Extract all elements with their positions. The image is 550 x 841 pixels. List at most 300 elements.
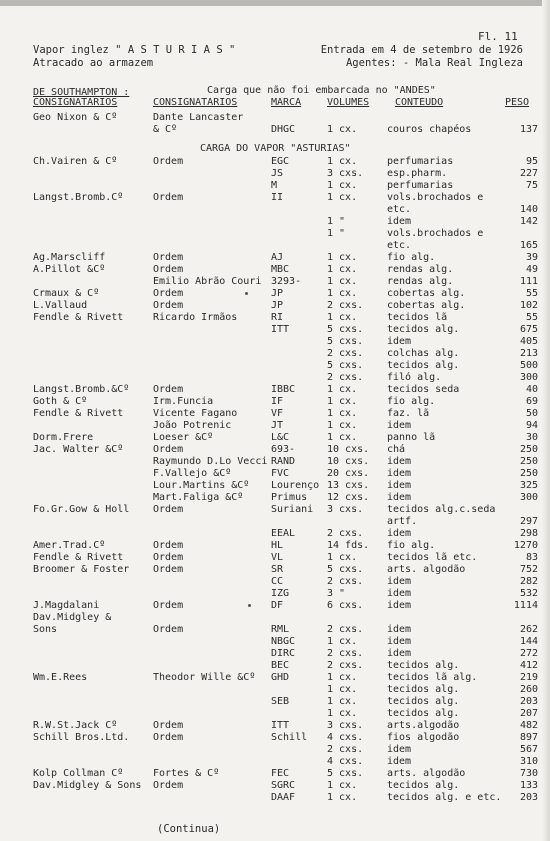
contents-cell: tecidos alg.: [387, 708, 460, 719]
table-row: [0, 492, 550, 504]
mark-cell: IBBC: [271, 384, 296, 395]
contents-cell: idem: [387, 648, 412, 659]
contents-cell: arts. algodão: [387, 564, 466, 575]
volumes-cell: 1 cx.: [327, 672, 358, 683]
table-row: [0, 180, 550, 192]
mark-cell: DHGC: [271, 124, 296, 135]
consignor-cell: Ricardo Irmãos: [153, 312, 238, 323]
contents-cell: idem: [387, 600, 412, 611]
volumes-cell: 1 ": [327, 228, 346, 239]
mark-cell: ITT: [271, 720, 290, 731]
weight-cell: 219: [519, 672, 538, 683]
table-row: [0, 624, 550, 636]
contents-cell: tecidos alg.: [387, 780, 460, 791]
volumes-cell: 10 cxs.: [327, 456, 370, 467]
weight-cell: 140: [519, 204, 538, 215]
mark-cell: II: [271, 192, 284, 203]
table-row: [0, 732, 550, 744]
consignor-cell: Ordem: [153, 192, 184, 203]
volumes-cell: 1 cx.: [327, 552, 358, 563]
table-row: [0, 456, 550, 468]
contents-cell: tecidos seda: [387, 384, 460, 395]
contents-cell: idem: [387, 636, 412, 647]
contents-cell: tecidos alg.: [387, 696, 460, 707]
contents-cell: tecidos alg.: [387, 660, 460, 671]
table-row: [0, 408, 550, 420]
weight-cell: 532: [519, 588, 538, 599]
contents-cell: artf.: [387, 516, 418, 527]
table-row: [0, 708, 550, 720]
contents-cell: idem: [387, 528, 412, 539]
volumes-cell: 1 cx.: [327, 420, 358, 431]
mark-cell: DAAF: [271, 792, 296, 803]
table-row: [0, 312, 550, 324]
berth: Atracado ao armazem: [33, 57, 154, 69]
consignee-cell: Langst.Bromb.&Cº: [33, 384, 130, 395]
table-row: [0, 744, 550, 756]
volumes-cell: 1 ": [327, 216, 346, 227]
contents-cell: arts. algodão: [387, 768, 466, 779]
table-row: [0, 300, 550, 312]
weight-cell: 50: [525, 408, 538, 419]
mark-cell: FEC: [271, 768, 290, 779]
weight-cell: 137: [519, 124, 538, 135]
table-row: [0, 672, 550, 684]
volumes-cell: 2 cxs.: [327, 576, 364, 587]
weight-cell: 405: [519, 336, 538, 347]
volumes-cell: 20 cxs.: [327, 468, 370, 479]
table-row: [0, 252, 550, 264]
weight-cell: 75: [525, 180, 538, 191]
continued-note: (Continua): [157, 823, 221, 835]
volumes-cell: 3 cxs.: [327, 504, 364, 515]
table-row: [0, 756, 550, 768]
table-row: [0, 276, 550, 288]
contents-cell: tecidos alg.c.seda: [387, 504, 496, 515]
table-row: [0, 516, 550, 528]
consignor-cell: Ordem: [153, 624, 184, 635]
volumes-cell: 1 cx.: [327, 192, 358, 203]
mark-cell: 3293-: [271, 276, 302, 287]
consignee-cell: Dorm.Frere: [33, 432, 94, 443]
weight-cell: 730: [519, 768, 538, 779]
table-row: [0, 660, 550, 672]
table-row: [0, 684, 550, 696]
contents-cell: idem: [387, 744, 412, 755]
consignor-cell: Raymundo D.Lo Vecci: [153, 456, 268, 467]
weight-cell: 482: [519, 720, 538, 731]
mark-cell: RML: [271, 624, 290, 635]
table-row: [0, 372, 550, 384]
weight-cell: 142: [519, 216, 538, 227]
contents-cell: tecidos lã etc.: [387, 552, 478, 563]
contents-cell: cobertas alg.: [387, 288, 466, 299]
volumes-cell: 1 cx.: [327, 432, 358, 443]
origin-label: DE SOUTHAMPTON :: [33, 87, 130, 98]
weight-cell: 95: [525, 156, 538, 167]
contents-cell: faz. lã: [387, 408, 430, 419]
volumes-cell: 3 cxs.: [327, 168, 364, 179]
table-row: [0, 792, 550, 804]
volumes-cell: 1 cx.: [327, 780, 358, 791]
table-row: [0, 576, 550, 588]
header-volumes: VOLUMES: [327, 97, 370, 108]
consignee-cell: L.Vallaud: [33, 300, 88, 311]
consignor-cell: Ordem: [153, 780, 184, 791]
weight-cell: 260: [519, 684, 538, 695]
volumes-cell: 1 cx.: [327, 288, 358, 299]
consignor-cell: Ordem: [153, 540, 184, 551]
consignee-cell: Kolp Collman Cº: [33, 768, 124, 779]
mark-cell: 693-: [271, 444, 296, 455]
header-consignor: CONSIGNATARIOS: [153, 97, 238, 108]
section-title-asturias: CARGA DO VAPOR "ASTURIAS": [200, 143, 351, 154]
consignor-cell: Ordem: [153, 444, 184, 455]
volumes-cell: 5 cxs.: [327, 564, 364, 575]
consignee-cell: J.Magdalani: [33, 600, 100, 611]
weight-cell: 111: [519, 276, 538, 287]
mark-cell: FVC: [271, 468, 290, 479]
mark-cell: RAND: [271, 456, 296, 467]
weight-cell: 752: [519, 564, 538, 575]
mark-cell: M: [271, 180, 278, 191]
weight-cell: 310: [519, 756, 538, 767]
table-row: [0, 612, 550, 624]
volumes-cell: 1 cx.: [327, 396, 358, 407]
weight-cell: 1114: [513, 600, 538, 611]
contents-cell: idem: [387, 216, 412, 227]
weight-cell: 282: [519, 576, 538, 587]
volumes-cell: 2 cxs.: [327, 648, 364, 659]
consignor-cell: Fortes & Cº: [153, 768, 220, 779]
header-line-2: [33, 57, 523, 70]
volumes-cell: 1 cx.: [327, 252, 358, 263]
contents-cell: tecidos lã: [387, 312, 448, 323]
volumes-cell: 1 cx.: [327, 408, 358, 419]
table-row: [0, 480, 550, 492]
weight-cell: 69: [525, 396, 538, 407]
weight-cell: 262: [519, 624, 538, 635]
contents-cell: fio alg.: [387, 252, 436, 263]
consignee-cell: Fendle & Rivett: [33, 312, 124, 323]
volumes-cell: 1 cx.: [327, 276, 358, 287]
consignee-cell: Fo.Gr.Gow & Holl: [33, 504, 130, 515]
contents-cell: tecidos alg. e etc.: [387, 792, 502, 803]
volumes-cell: 4 cxs.: [327, 732, 364, 743]
table-row: [0, 432, 550, 444]
contents-cell: idem: [387, 336, 412, 347]
weight-cell: 298: [519, 528, 538, 539]
consignee-cell: Geo Nixon & Cº: [33, 112, 118, 123]
mark-cell: IF: [271, 396, 284, 407]
mark-cell: EGC: [271, 156, 290, 167]
consignor-cell: Ordem: [153, 156, 184, 167]
consignor-cell: Vicente Fagano: [153, 408, 238, 419]
mark-cell: SEB: [271, 696, 290, 707]
weight-cell: 165: [519, 240, 538, 251]
table-row: [0, 288, 550, 300]
contents-cell: fio alg.: [387, 396, 436, 407]
mark-cell: GHD: [271, 672, 290, 683]
volumes-cell: 3 ": [327, 588, 346, 599]
column-headers: [0, 87, 550, 113]
volumes-cell: 2 cxs.: [327, 348, 364, 359]
volumes-cell: 3 cxs.: [327, 720, 364, 731]
weight-cell: 94: [525, 420, 538, 431]
weight-cell: 1270: [513, 540, 538, 551]
table-row: [0, 720, 550, 732]
volumes-cell: 1 cx.: [327, 156, 358, 167]
consignee-cell: Fendle & Rivett: [33, 408, 124, 419]
vessel-name: Vapor inglez " A S T U R I A S ": [33, 44, 236, 56]
volumes-cell: 1 cx.: [327, 124, 358, 135]
consignor-cell: Ordem: [153, 732, 184, 743]
header-marks: MARCA: [271, 97, 302, 108]
table-row: [0, 168, 550, 180]
mark-cell: JS: [271, 168, 284, 179]
volumes-cell: 2 cxs.: [327, 660, 364, 671]
consignee-cell: Sons: [33, 624, 58, 635]
volumes-cell: 1 cx.: [327, 180, 358, 191]
table-row: [0, 528, 550, 540]
contents-cell: perfumarias: [387, 180, 454, 191]
mark-cell: BEC: [271, 660, 290, 671]
consignor-cell: Theodor Wille &Cº: [153, 672, 256, 683]
table-row: [0, 780, 550, 792]
weight-cell: 203: [519, 792, 538, 803]
volumes-cell: 2 cxs.: [327, 624, 364, 635]
weight-cell: 297: [519, 516, 538, 527]
mark-cell: JP: [271, 288, 284, 299]
consignee-cell: Ag.Marscliff: [33, 252, 106, 263]
volumes-cell: 5 cxs.: [327, 324, 364, 335]
weight-cell: 300: [519, 372, 538, 383]
volumes-cell: 1 cx.: [327, 684, 358, 695]
consignor-cell: Ordem: [153, 288, 184, 299]
mark-cell: Primus: [271, 492, 308, 503]
weight-cell: 102: [519, 300, 538, 311]
contents-cell: vols.brochados e: [387, 192, 484, 203]
scan-edge-top: [0, 0, 550, 6]
consignor-cell: Ordem: [153, 264, 184, 275]
table-row: [0, 588, 550, 600]
mark-cell: VF: [271, 408, 284, 419]
weight-cell: 272: [519, 648, 538, 659]
contents-cell: etc.: [387, 204, 412, 215]
header-contents: CONTEUDO: [395, 97, 444, 108]
consignor-cell: Ordem: [153, 564, 184, 575]
weight-cell: 250: [519, 456, 538, 467]
volumes-cell: 4 cxs.: [327, 756, 364, 767]
contents-cell: idem: [387, 576, 412, 587]
table-row: [0, 600, 550, 612]
mark-cell: MBC: [271, 264, 290, 275]
mark-cell: IZG: [271, 588, 290, 599]
mark-cell: ITT: [271, 324, 290, 335]
mark-cell: JP: [271, 300, 284, 311]
table-row: [0, 216, 550, 228]
mark-cell: HL: [271, 540, 284, 551]
contents-cell: idem: [387, 480, 412, 491]
consignor-cell: & Cº: [153, 124, 178, 135]
mark-cell: Suriani: [271, 504, 314, 515]
contents-cell: idem: [387, 456, 412, 467]
table-row: [0, 192, 550, 204]
volumes-cell: 6 cxs.: [327, 600, 364, 611]
weight-cell: 49: [525, 264, 538, 275]
contents-cell: idem: [387, 468, 412, 479]
table-row: [0, 768, 550, 780]
table-row: [0, 240, 550, 252]
table-row: [0, 348, 550, 360]
weight-cell: 500: [519, 360, 538, 371]
consignee-cell: Crmaux & Cº: [33, 288, 100, 299]
contents-cell: couros chapéos: [387, 124, 472, 135]
consignor-cell: Ordem: [153, 720, 184, 731]
consignee-cell: R.W.St.Jack Cº: [33, 720, 118, 731]
consignor-cell: Dante Lancaster: [153, 112, 244, 123]
mark-cell: CC: [271, 576, 284, 587]
mark-cell: NBGC: [271, 636, 296, 647]
consignor-cell: F.Vallejo &Cº: [153, 468, 232, 479]
weight-cell: 300: [519, 492, 538, 503]
consignee-cell: Jac. Walter &Cº: [33, 444, 124, 455]
table-row: [0, 264, 550, 276]
contents-cell: chá: [387, 444, 406, 455]
weight-cell: 55: [525, 312, 538, 323]
volumes-cell: 2 cxs.: [327, 744, 364, 755]
table-row: [0, 504, 550, 516]
volumes-cell: 5 cxs.: [327, 768, 364, 779]
weight-cell: 567: [519, 744, 538, 755]
volumes-cell: 1 cx.: [327, 264, 358, 275]
weight-cell: 55: [525, 288, 538, 299]
table-row: [0, 636, 550, 648]
consignor-cell: Ordem: [153, 552, 184, 563]
contents-cell: tecidos alg.: [387, 360, 460, 371]
weight-cell: 133: [519, 780, 538, 791]
page-number: Fl. 11: [478, 30, 518, 43]
volumes-cell: 12 cxs.: [327, 492, 370, 503]
consignee-cell: A.Pillot &Cº: [33, 264, 106, 275]
contents-cell: idem: [387, 492, 412, 503]
mark-cell: EEAL: [271, 528, 296, 539]
weight-cell: 39: [525, 252, 538, 263]
mark-cell: AJ: [271, 252, 284, 263]
table-row: [0, 204, 550, 216]
table-row: [0, 112, 550, 124]
table-row: [0, 420, 550, 432]
volumes-cell: 10 cxs.: [327, 444, 370, 455]
table-row: [0, 384, 550, 396]
weight-cell: 203: [519, 696, 538, 707]
contents-cell: fio alg.: [387, 540, 436, 551]
contents-cell: esp.pharm.: [387, 168, 448, 179]
consignor-cell: Ordem: [153, 504, 184, 515]
consignor-cell: Emilio Abrão Couri: [153, 276, 262, 287]
contents-cell: rendas alg.: [387, 264, 454, 275]
volumes-cell: 1 cx.: [327, 696, 358, 707]
mark-cell: SGRC: [271, 780, 296, 791]
table-row: [0, 228, 550, 240]
consignee-cell: Schill Bros.Ltd.: [33, 732, 130, 743]
weight-cell: 412: [519, 660, 538, 671]
mark-cell: JT: [271, 420, 284, 431]
volumes-cell: 2 cxs.: [327, 528, 364, 539]
mark-cell: VL: [271, 552, 284, 563]
contents-cell: rendas alg.: [387, 276, 454, 287]
table-row: [0, 156, 550, 168]
volumes-cell: 1 cx.: [327, 792, 358, 803]
table-row: [0, 324, 550, 336]
table-row: [0, 648, 550, 660]
volumes-cell: 2 cxs.: [327, 372, 364, 383]
mark-cell: DF: [271, 600, 284, 611]
ink-dot: [248, 604, 251, 607]
contents-cell: etc.: [387, 240, 412, 251]
mark-cell: Schill: [271, 732, 308, 743]
contents-cell: perfumarias: [387, 156, 454, 167]
consignee-cell: Fendle & Rivett: [33, 552, 124, 563]
header-line-1: [33, 44, 523, 57]
weight-cell: 325: [519, 480, 538, 491]
table-row: [0, 564, 550, 576]
contents-cell: cobertas alg.: [387, 300, 466, 311]
contents-cell: tecidos alg.: [387, 684, 460, 695]
volumes-cell: 13 cxs.: [327, 480, 370, 491]
contents-cell: idem: [387, 624, 412, 635]
mark-cell: DIRC: [271, 648, 296, 659]
contents-cell: arts.algodão: [387, 720, 460, 731]
contents-cell: fios algodão: [387, 732, 460, 743]
volumes-cell: 1 cx.: [327, 384, 358, 395]
weight-cell: 897: [519, 732, 538, 743]
consignor-cell: Ordem: [153, 252, 184, 263]
weight-cell: 213: [519, 348, 538, 359]
consignee-cell: Langst.Bromb.Cº: [33, 192, 124, 203]
header-consignee: CONSIGNATARIOS: [33, 97, 118, 108]
table-row: [0, 360, 550, 372]
contents-cell: panno lã: [387, 432, 436, 443]
weight-cell: 144: [519, 636, 538, 647]
weight-cell: 250: [519, 468, 538, 479]
consignee-cell: Broomer & Foster: [33, 564, 130, 575]
weight-cell: 83: [525, 552, 538, 563]
consignee-cell: Dav.Midgley & Sons: [33, 780, 142, 791]
volumes-cell: 1 cx.: [327, 636, 358, 647]
contents-cell: filó alg.: [387, 372, 442, 383]
consignee-cell: Goth & Cº: [33, 396, 88, 407]
consignee-cell: Wm.E.Rees: [33, 672, 88, 683]
contents-cell: colchas alg.: [387, 348, 460, 359]
consignor-cell: Mart.Faliga &Cº: [153, 492, 244, 503]
consignor-cell: Loeser &Cº: [153, 432, 214, 443]
weight-cell: 675: [519, 324, 538, 335]
table-row: [0, 444, 550, 456]
consignor-cell: Ordem: [153, 384, 184, 395]
weight-cell: 207: [519, 708, 538, 719]
consignor-cell: João Potrenic: [153, 420, 232, 431]
consignor-cell: Irm.Funcia: [153, 396, 214, 407]
volumes-cell: 14 fds.: [327, 540, 370, 551]
table-row: [0, 396, 550, 408]
contents-cell: vols.brochados e: [387, 228, 484, 239]
weight-cell: 40: [525, 384, 538, 395]
mark-cell: L&C: [271, 432, 290, 443]
mark-cell: Lourenço: [271, 480, 320, 491]
volumes-cell: 2 cxs.: [327, 300, 364, 311]
weight-cell: 250: [519, 444, 538, 455]
